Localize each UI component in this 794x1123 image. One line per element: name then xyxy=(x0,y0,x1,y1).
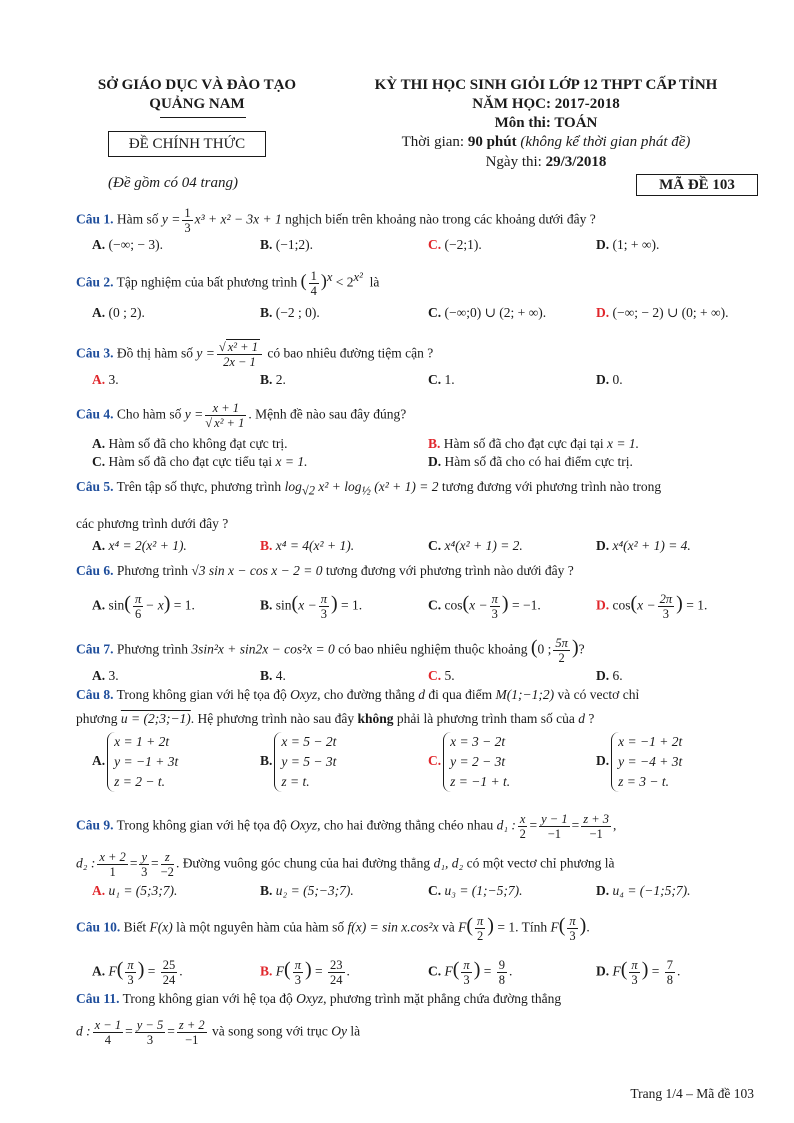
question-label: Câu 9. xyxy=(76,817,114,833)
question-label: Câu 7. xyxy=(76,641,114,657)
question-text: ? xyxy=(588,711,595,726)
q4-option-a[interactable]: A. Hàm số đã cho không đạt cực trị. xyxy=(92,436,288,451)
q9-option-a[interactable]: A. u₁ = (5;3;7). xyxy=(92,883,178,898)
question-label: Câu 10. xyxy=(76,919,121,935)
question-7: Câu 7. Phương trình 3sin²x + sin2x − cos²x = 0 có bao nhiêu nghiệm thuộc khoảng (0 ; $\frac{5\pi}{2}$ )? xyxy=(76,636,585,665)
q2-option-d[interactable]: D. (−∞; − 2) ∪ (0; + ∞). xyxy=(596,305,729,320)
option-text: 0. xyxy=(612,372,623,387)
option-text: Hàm số đã cho đạt cực tiểu tại xyxy=(108,454,273,469)
coord-system: Oxyz xyxy=(296,991,324,1006)
function-name: F(x) xyxy=(149,919,173,935)
equation-system: x = 5 − 2t y = 5 − 3t z = t. xyxy=(274,732,336,792)
question-text: và xyxy=(441,919,455,935)
emphasis: không xyxy=(357,711,394,726)
option-text: (−2;1). xyxy=(444,237,482,252)
q6-option-a[interactable]: A. sin( $\frac{\pi}{6}$ − x) = 1. xyxy=(92,592,195,621)
question-text: là xyxy=(350,1023,361,1039)
option-text: (−∞;0) ∪ (2; + ∞). xyxy=(444,305,547,320)
q4-option-c[interactable]: C. Hàm số đã cho đạt cực tiểu tại x = 1. xyxy=(92,454,308,469)
q7-option-a[interactable]: A. 3. xyxy=(92,668,119,683)
coord-system: Oxyz xyxy=(290,817,318,833)
question-9-cont: d₂ : $\frac{x + 2}{1}$ = $\frac{y}{3}$ = $\frac{z}{-2}$ . Đường vuông góc chung của hai đường thẳng d₁, d₂ có một vectơ chỉ phương là xyxy=(76,850,615,879)
option-text: 6. xyxy=(612,668,623,683)
q8-option-a[interactable]: A. x = 1 + 2t y = −1 + 3t z = 2 − t. xyxy=(92,732,178,792)
q1-option-a[interactable]: A. (−∞; − 3). xyxy=(92,237,163,252)
question-text: tương đương với phương trình nào dưới đây ? xyxy=(325,563,574,578)
question-text: Tập nghiệm của bất phương trình xyxy=(116,274,298,290)
q1-option-d[interactable]: D. (1; + ∞). xyxy=(596,237,660,252)
q10-option-c[interactable]: C. F( $\frac{\pi}{3}$ ) = $\frac{9}{8}$ . xyxy=(428,958,513,987)
option-text: Hàm số đã cho có hai điểm cực trị. xyxy=(444,454,633,469)
question-text: , cho hai đường thẳng chéo nhau xyxy=(317,817,494,833)
q2-option-b[interactable]: B. (−2 ; 0). xyxy=(260,305,320,320)
question-label: Câu 2. xyxy=(76,274,114,290)
q7-option-b[interactable]: B. 4. xyxy=(260,668,286,683)
question-8 xyxy=(76,686,639,704)
question-text: các phương trình dưới đây ? xyxy=(76,516,229,531)
equation: √3 sin x − cos x − 2 = 0 xyxy=(191,563,323,578)
q10-option-d[interactable]: D. F( $\frac{\pi}{3}$ ) = $\frac{7}{8}$ . xyxy=(596,958,681,987)
q4-option-b[interactable]: B. Hàm số đã cho đạt cực đại tại x = 1. xyxy=(428,436,640,451)
question-text: . Đường vuông góc chung của hai đường thẳng xyxy=(175,855,431,871)
q5-option-a[interactable]: A. x⁴ = 2(x² + 1). xyxy=(92,538,187,553)
question-label: Câu 8. xyxy=(76,687,114,702)
option-text: 2. xyxy=(275,372,286,387)
question-11 xyxy=(76,990,561,1008)
province-name: QUẢNG NAM xyxy=(149,96,245,112)
question-text: Biết xyxy=(123,919,147,935)
option-text: x⁴ = 4(x² + 1). xyxy=(275,538,355,553)
q7-option-d[interactable]: D. 6. xyxy=(596,668,623,683)
department-name: SỞ GIÁO DỤC VÀ ĐÀO TẠO xyxy=(97,77,297,93)
question-5-cont xyxy=(76,515,228,533)
q2-option-c[interactable]: C. (−∞;0) ∪ (2; + ∞). xyxy=(428,305,547,320)
subject: Môn thi: TOÁN xyxy=(494,115,598,131)
question-text: , cho đường thẳng xyxy=(317,687,415,702)
question-text: đi qua điểm xyxy=(428,687,493,702)
option-text: u₄ = (−1;5;7). xyxy=(612,883,691,898)
option-text: Hàm số đã cho đạt cực đại tại xyxy=(443,436,604,451)
question-text: Trong không gian với hệ tọa độ xyxy=(116,817,287,833)
q9-option-d[interactable]: D. u₄ = (−1;5;7). xyxy=(596,883,691,898)
question-10: Câu 10. Biết F(x) là một nguyên hàm của hàm số f(x) = sin x.cos²x và F( $\frac{\pi}{2}$ ) = 1. Tính F( $\frac{\pi}{3}$ ). xyxy=(76,914,590,943)
q5-option-b[interactable]: B. x⁴ = 4(x² + 1). xyxy=(260,538,355,553)
axis-name: Oy xyxy=(331,1023,348,1039)
question-text: . Mệnh đề nào sau đây đúng? xyxy=(248,406,407,422)
date-value: 29/3/2018 xyxy=(545,154,607,170)
exam-time xyxy=(336,134,756,151)
q8-option-d[interactable]: D. x = −1 + 2t y = −4 + 3t z = 3 − t. xyxy=(596,732,682,792)
option-text: 5. xyxy=(444,668,455,683)
question-3: Câu 3. Đồ thị hàm số y = $\frac{\text{√ x² + 1}}{2x - 1}$ có bao nhiêu đường tiệm cận ? xyxy=(76,340,434,369)
question-text: . Hệ phương trình nào sau đây xyxy=(190,711,355,726)
option-text: (−1;2). xyxy=(275,237,313,252)
coord-system: Oxyz xyxy=(290,687,318,702)
equation: 3sin²x + sin2x − cos²x = 0 xyxy=(191,641,335,657)
question-text: có bao nhiêu đường tiệm cận ? xyxy=(267,345,434,361)
function-def: f(x) = sin x.cos²x xyxy=(347,919,439,935)
q8-option-b[interactable]: B. x = 5 − 2t y = 5 − 3t z = t. xyxy=(260,732,336,792)
option-text: 3. xyxy=(108,372,119,387)
q6-option-c[interactable]: C. cos(x − $\frac{\pi}{3}$ ) = −1. xyxy=(428,592,541,621)
time-prefix: Thời gian: xyxy=(401,134,468,150)
q2-option-a[interactable]: A. (0 ; 2). xyxy=(92,305,145,320)
question-text: Phương trình xyxy=(116,641,188,657)
school-year: NĂM HỌC: 2017-2018 xyxy=(472,96,620,112)
line-name: d xyxy=(578,711,585,726)
exam-date xyxy=(336,154,756,171)
q7-option-c[interactable]: C. 5. xyxy=(428,668,455,683)
question-label: Câu 6. xyxy=(76,563,114,578)
q1-option-c[interactable]: C. (−2;1). xyxy=(428,237,482,252)
question-text: . Tính xyxy=(515,919,548,935)
question-text: Đồ thị hàm số xyxy=(116,345,194,361)
q3-option-c[interactable]: C. 1. xyxy=(428,372,455,387)
question-9: Câu 9. Trong không gian với hệ tọa độ Oxyz, cho hai đường thẳng chéo nhau d₁ : $\frac{x}{2}$ = $\frac{y - 1}{-1}$ = $\frac{z + 3}{-1}$ , xyxy=(76,812,617,841)
option-text: (1; + ∞). xyxy=(612,237,660,252)
q1-option-b[interactable]: B. (−1;2). xyxy=(260,237,313,252)
header-underline xyxy=(160,117,246,118)
option-text: (−∞; − 2) ∪ (0; + ∞). xyxy=(612,305,729,320)
q10-option-a[interactable]: A. F( $\frac{\pi}{3}$ ) = $\frac{25}{24}$ . xyxy=(92,958,183,987)
line-names: d₁, d₂ xyxy=(433,855,464,871)
question-label: Câu 4. xyxy=(76,406,114,422)
option-text: x⁴(x² + 1) = 2. xyxy=(444,538,523,553)
q3-option-b[interactable]: B. 2. xyxy=(260,372,286,387)
question-8-cont xyxy=(76,710,594,728)
option-text: Hàm số đã cho không đạt cực trị. xyxy=(108,436,288,451)
question-text: phương xyxy=(76,711,118,726)
q9-option-c[interactable]: C. u₃ = (1;−5;7). xyxy=(428,883,523,898)
question-text: có bao nhiêu nghiệm thuộc khoảng xyxy=(338,641,528,657)
q8-option-c[interactable]: C. x = 3 − 2t y = 2 − 3t z = −1 + t. xyxy=(428,732,510,792)
question-text: Trong không gian với hệ tọa độ xyxy=(122,991,293,1006)
exam-code-box: MÃ ĐỀ 103 xyxy=(636,174,758,196)
question-6 xyxy=(76,562,574,580)
question-text: tương đương với phương trình nào trong xyxy=(441,479,662,494)
question-text: Trên tập số thực, phương trình xyxy=(116,479,282,494)
option-text: x⁴(x² + 1) = 4. xyxy=(612,538,691,553)
equation-system: x = −1 + 2t y = −4 + 3t z = 3 − t. xyxy=(611,732,682,792)
question-1: Câu 1. Hàm số y = $\frac{1}{3}$ x³ + x² − 3x + 1 nghịch biến trên khoảng nào trong các khoảng dưới đây ? xyxy=(76,206,596,235)
q5-option-c[interactable]: C. x⁴(x² + 1) = 2. xyxy=(428,538,523,553)
line-name: d xyxy=(418,687,425,702)
question-text: là một nguyên hàm của hàm số xyxy=(176,919,345,935)
exam-title: KỲ THI HỌC SINH GIỎI LỚP 12 THPT CẤP TỈNH xyxy=(374,77,718,93)
question-text: và song song với trục xyxy=(212,1023,328,1039)
question-text: Cho hàm số xyxy=(116,406,182,422)
q6-option-d[interactable]: D. cos(x − $\frac{2\pi}{3}$ ) = 1. xyxy=(596,592,708,621)
question-2: Câu 2. Tập nghiệm của bất phương trình ( $\frac{1}{4}$ )$^x < 2^{x^2}$ là xyxy=(76,268,380,298)
point: M(1;−1;2) xyxy=(495,687,555,702)
equation-system: x = 1 + 2t y = −1 + 3t z = 2 − t. xyxy=(107,732,178,792)
question-text: , phương trình mặt phẳng chứa đường thẳng xyxy=(323,991,562,1006)
option-text: (0 ; 2). xyxy=(108,305,145,320)
question-text: Phương trình xyxy=(116,563,188,578)
question-text: Hàm số xyxy=(116,211,159,227)
q4-option-d[interactable]: D. Hàm số đã cho có hai điểm cực trị. xyxy=(428,454,633,469)
question-label: Câu 5. xyxy=(76,479,114,494)
question-11-cont: d : $\frac{x - 1}{4}$ = $\frac{y - 5}{3}$ = $\frac{z + 2}{-1}$ và song song với trục Oy là xyxy=(76,1018,361,1047)
pages-note: (Đề gồm có 04 trang) xyxy=(108,175,238,191)
q3-option-d[interactable]: D. 0. xyxy=(596,372,623,387)
option-text: (−2 ; 0). xyxy=(275,305,320,320)
question-text: Trong không gian với hệ tọa độ xyxy=(116,687,287,702)
question-text: nghịch biến trên khoảng nào trong các khoảng dưới đây ? xyxy=(285,211,596,227)
q5-option-d[interactable]: D. x⁴(x² + 1) = 4. xyxy=(596,538,691,553)
option-text: u₂ = (5;−3;7). xyxy=(275,883,354,898)
q9-option-b[interactable]: B. u₂ = (5;−3;7). xyxy=(260,883,354,898)
question-4: Câu 4. Cho hàm số y = $\frac{x + 1}{\text{√ x² + 1}}$ . Mệnh đề nào sau đây đúng? xyxy=(76,401,407,430)
page-footer: Trang 1/4 – Mã đề 103 xyxy=(630,1086,754,1101)
option-text: 1. xyxy=(444,372,455,387)
question-text: là xyxy=(369,274,380,290)
option-text: x⁴ = 2(x² + 1). xyxy=(108,538,187,553)
option-math: x = 1. xyxy=(607,436,640,451)
vector: u = (2;3;−1) xyxy=(120,711,191,726)
question-5: Câu 5. Trên tập số thực, phương trình $\log_{√2} x^2 + \log_{\frac{1}{2}} (x^2 + 1) = 2$ tương đương với phương trình nào trong xyxy=(76,479,662,498)
option-text: (−∞; − 3). xyxy=(108,237,163,252)
option-text: u₃ = (1;−5;7). xyxy=(444,883,523,898)
option-text: 4. xyxy=(275,668,286,683)
option-text: 3. xyxy=(108,668,119,683)
q10-option-b[interactable]: B. F( $\frac{\pi}{3}$ ) = $\frac{23}{24}$ . xyxy=(260,958,350,987)
time-value: 90 phút xyxy=(467,134,517,150)
question-text: phải là phương trình tham số của xyxy=(396,711,575,726)
q6-option-b[interactable]: B. sin(x − $\frac{\pi}{3}$ ) = 1. xyxy=(260,592,363,621)
question-text: có một vectơ chỉ phương là xyxy=(466,855,615,871)
date-prefix: Ngày thi: xyxy=(485,154,546,170)
question-label: Câu 1. xyxy=(76,211,114,227)
question-label: Câu 11. xyxy=(76,991,120,1006)
equation-system: x = 3 − 2t y = 2 − 3t z = −1 + t. xyxy=(443,732,510,792)
official-exam-box: ĐỀ CHÍNH THỨC xyxy=(108,131,266,157)
question-label: Câu 3. xyxy=(76,345,114,361)
question-text: và có vectơ chỉ xyxy=(557,687,640,702)
option-math: x = 1. xyxy=(275,454,308,469)
time-note: (không kể thời gian phát đề) xyxy=(520,134,691,150)
q3-option-a[interactable]: A. 3. xyxy=(92,372,119,387)
option-text: u₁ = (5;3;7). xyxy=(108,883,178,898)
